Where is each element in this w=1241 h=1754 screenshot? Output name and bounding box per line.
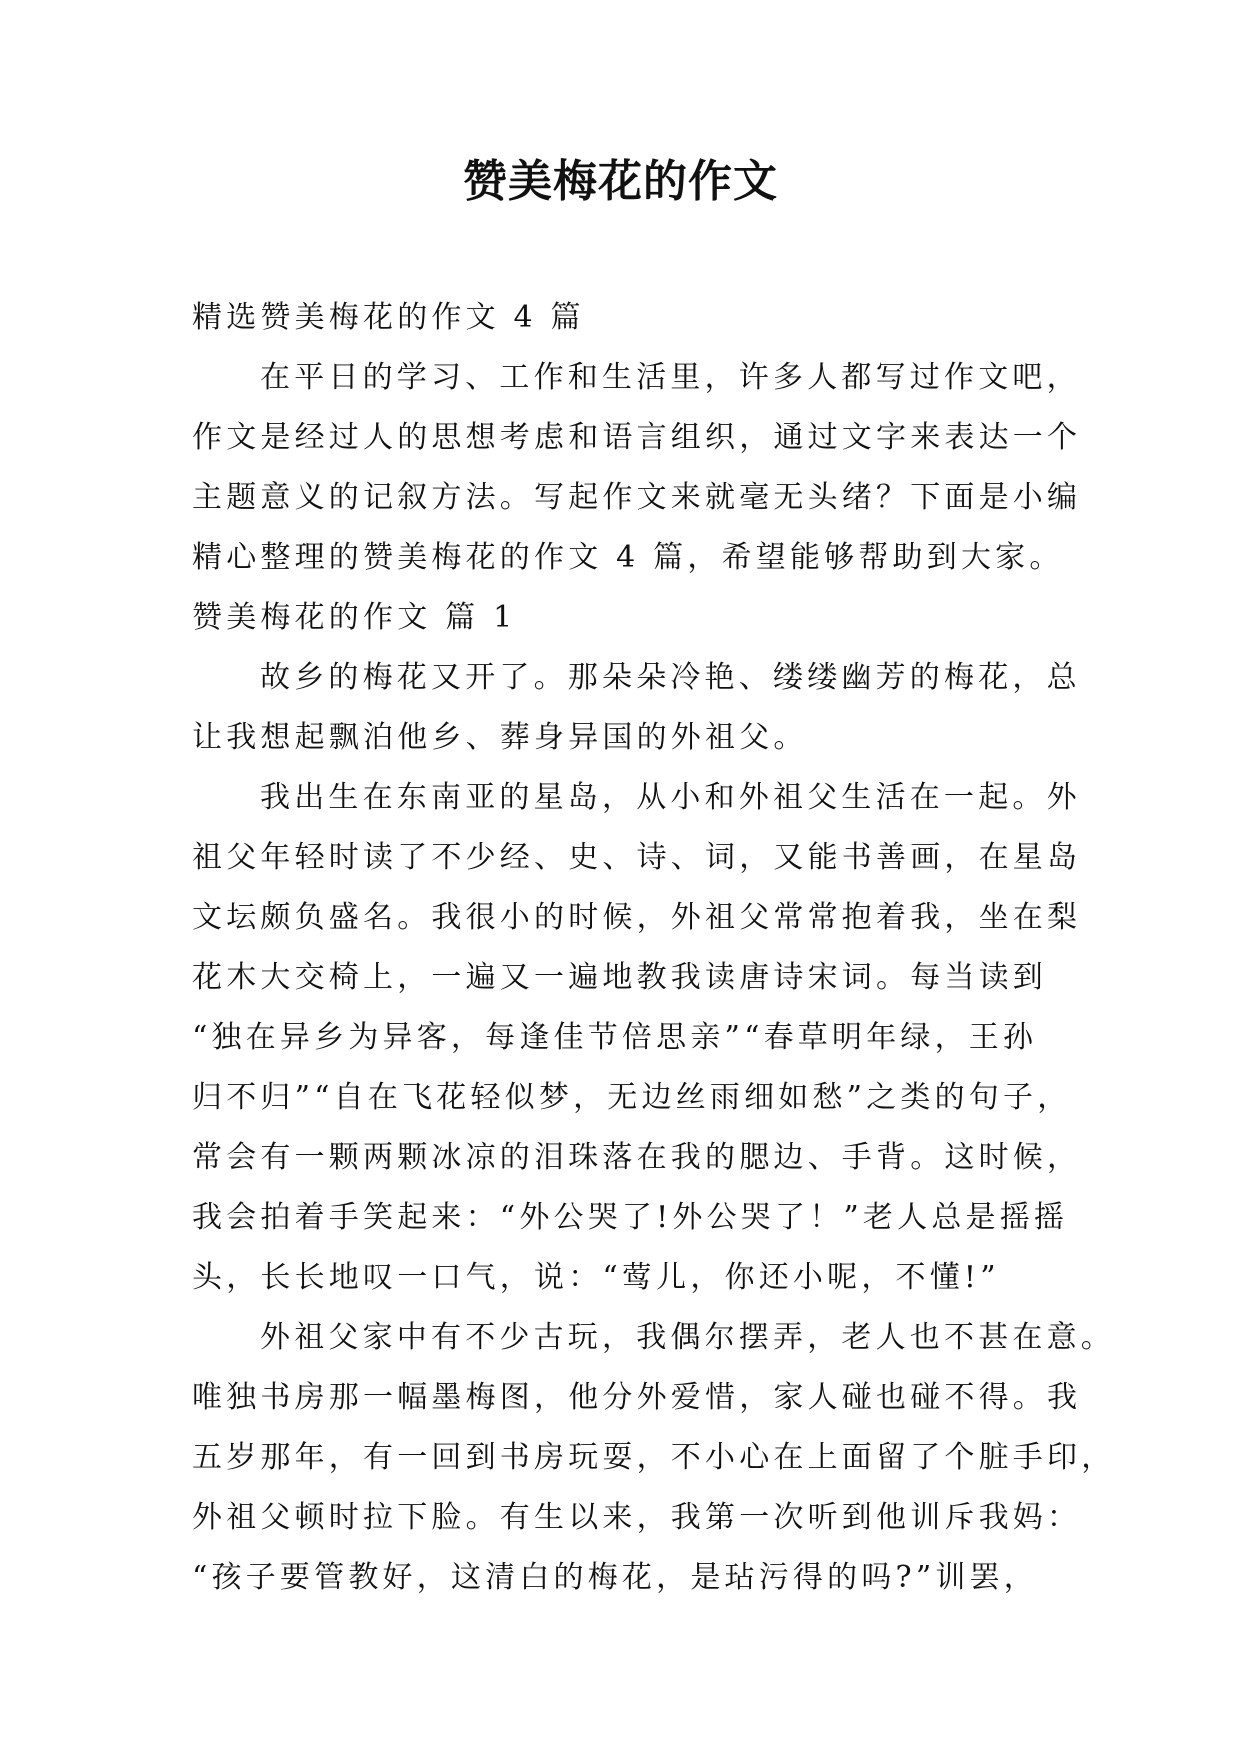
paragraph-line: 归不归”“自在飞花轻似梦，无边丝雨细如愁”之类的句子， (192, 1080, 1072, 1115)
paragraph-line: 常会有一颗两颗冰凉的泪珠落在我的腮边、手背。这时候， (192, 1140, 1082, 1175)
paragraph-line: 外祖父顿时拉下脸。有生以来，我第一次听到他训斥我妈： (192, 1500, 1082, 1535)
paragraph-line: 我出生在东南亚的星岛，从小和外祖父生活在一起。外 (260, 780, 1081, 815)
subtitle-line: 精选赞美梅花的作文 4 篇 (192, 300, 585, 335)
paragraph-line: 在平日的学习、工作和生活里，许多人都写过作文吧， (260, 360, 1081, 395)
paragraph-line: 文坛颇负盛名。我很小的时候，外祖父常常抱着我，坐在梨 (192, 900, 1082, 935)
paragraph-line: “独在异乡为异客，每逢佳节倍思亲”“春草明年绿，王孙 (192, 1020, 1038, 1055)
paragraph-line: 头，长长地叹一口气，说：“莺儿，你还小呢，不懂!” (192, 1260, 1000, 1295)
paragraph-line: 外祖父家中有不少古玩，我偶尔摆弄，老人也不甚在意。 (260, 1320, 1115, 1355)
section-heading: 赞美梅花的作文 篇 1 (192, 600, 517, 635)
paragraph-line: 让我想起飘泊他乡、葬身异国的外祖父。 (192, 720, 808, 755)
paragraph-line: 花木大交椅上，一遍又一遍地教我读唐诗宋词。每当读到 (192, 960, 1047, 995)
paragraph-line: 祖父年轻时读了不少经、史、诗、词，又能书善画，在星岛 (192, 840, 1082, 875)
document-body (192, 288, 1116, 1608)
paragraph-line: “孩子要管教好，这清白的梅花，是玷污得的吗?”训罢， (192, 1560, 1038, 1595)
paragraph-line: 故乡的梅花又开了。那朵朵冷艳、缕缕幽芳的梅花，总 (260, 660, 1081, 695)
document-title: 赞美梅花的作文 (463, 156, 778, 207)
paragraph-line: 作文是经过人的思想考虑和语言组织，通过文字来表达一个 (192, 420, 1082, 455)
paragraph-line: 精心整理的赞美梅花的作文 4 篇，希望能够帮助到大家。 (192, 540, 1064, 575)
paragraph-line: 唯独书房那一幅墨梅图，他分外爱惜，家人碰也碰不得。我 (192, 1380, 1082, 1415)
paragraph-line: 五岁那年，有一回到书房玩耍，不小心在上面留了个脏手印， (192, 1440, 1116, 1475)
paragraph-line: 主题意义的记叙方法。写起作文来就毫无头绪？下面是小编 (192, 480, 1082, 515)
paragraph-line: 我会拍着手笑起来：“外公哭了!外公哭了！”老人总是摇摇 (192, 1200, 1069, 1235)
